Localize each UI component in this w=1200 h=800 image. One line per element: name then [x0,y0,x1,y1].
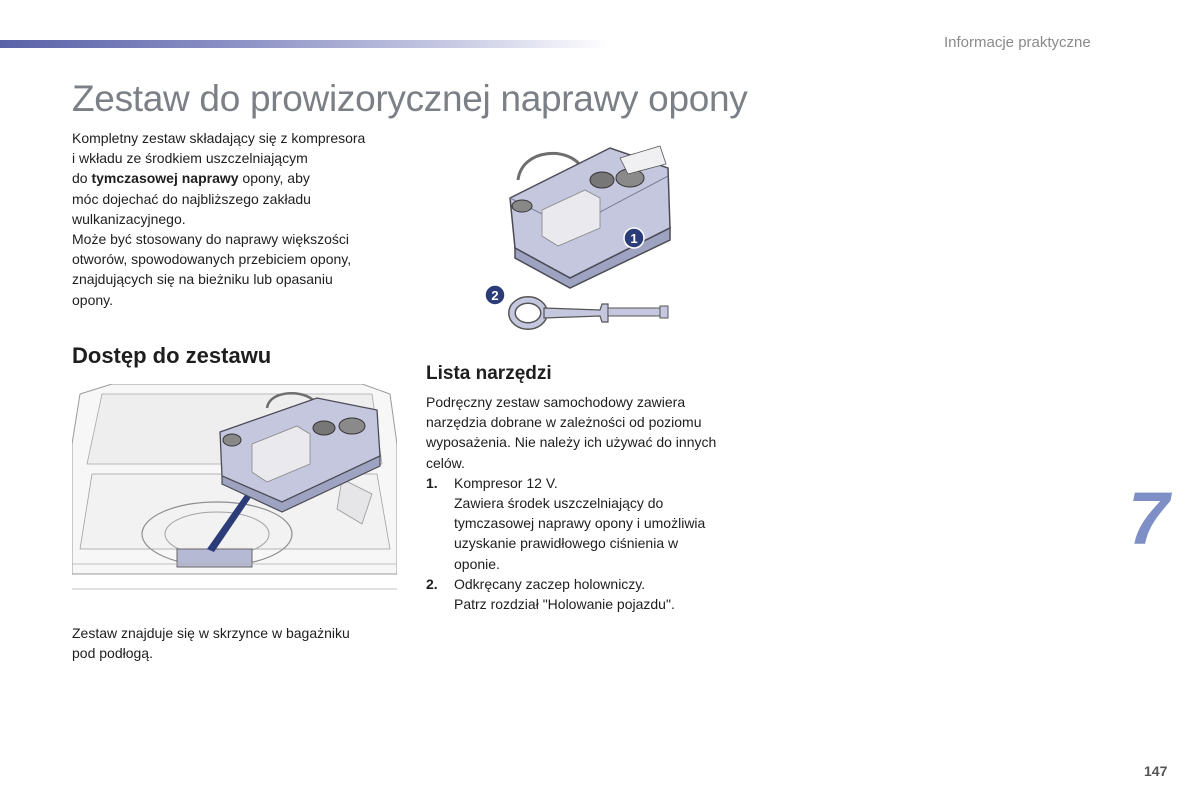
intro-line: Kompletny zestaw składający się z kompresora [72,130,366,146]
intro-line: otworów, spowodowanych przebiciem opony, [72,251,352,268]
tool-item-2 [426,574,756,614]
intro-paragraph [72,128,412,310]
chapter-number: 7 [1128,477,1168,560]
intro-line: znajdujących się na bieżniku lub opasaniu [72,271,333,288]
tools-intro-line: celów. [426,454,465,471]
intro-text: do [72,170,92,187]
tool-item-line: Zawiera środek uszczelniający do [454,495,664,512]
intro-text: opony, aby [238,170,310,187]
page-title: Zestaw do prowizorycznej naprawy opony [72,78,748,119]
tool-item-line: oponie. [454,555,500,572]
callout-2-label: 2 [491,288,499,303]
access-heading: Dostęp do zestawu [72,343,272,368]
intro-emphasis: tymczasowej naprawy [91,170,239,187]
tools-intro-line: narzędzia dobrane w zależności od poziomu [426,414,702,431]
tool-item-line: tymczasowej naprawy opony i umożliwia [454,515,706,532]
tools-intro-line: wyposażenia. Nie należy ich używać do innych [426,434,717,451]
section-label: Informacje praktyczne [944,34,1091,51]
intro-line: wulkanizacyjnego. [72,210,186,227]
tool-item-number: 1. [426,474,438,491]
tool-item-line: uzyskanie prawidłowego ciśnienia w [454,535,679,552]
tool-item-line: Patrz rozdział "Holowanie pojazdu". [454,596,675,613]
tools-heading: Lista narzędzi [426,363,552,384]
intro-line: Może być stosowany do naprawy większości [72,231,350,248]
callout-1 [624,228,644,248]
intro-line [72,168,412,188]
page-number: 147 [1144,763,1168,779]
callout-1-label: 1 [630,231,638,246]
intro-line: móc dojechać do najbliższego zakładu [72,190,311,207]
tools-list [426,392,756,614]
towing-eye-drawing [512,300,668,326]
callout-2 [485,285,505,305]
header-accent-bar [0,40,610,48]
intro-line: i wkładu ze środkiem uszczelniającym [72,150,308,167]
tool-item-line: Odkręcany zaczep holowniczy. [454,575,646,592]
intro-line: opony. [72,291,113,308]
tool-item-line: Kompresor 12 V. [454,474,558,491]
tool-item-1 [426,473,756,574]
caption-line: pod podłogą. [72,645,153,662]
tool-item-number: 2. [426,575,438,592]
access-caption [72,623,402,663]
tools-intro-line: Podręczny zestaw samochodowy zawiera [426,394,686,410]
repair-kit-illustration [470,128,710,343]
caption-line: Zestaw znajduje się w skrzynce w bagażniku [72,625,350,641]
trunk-illustration [72,384,397,602]
